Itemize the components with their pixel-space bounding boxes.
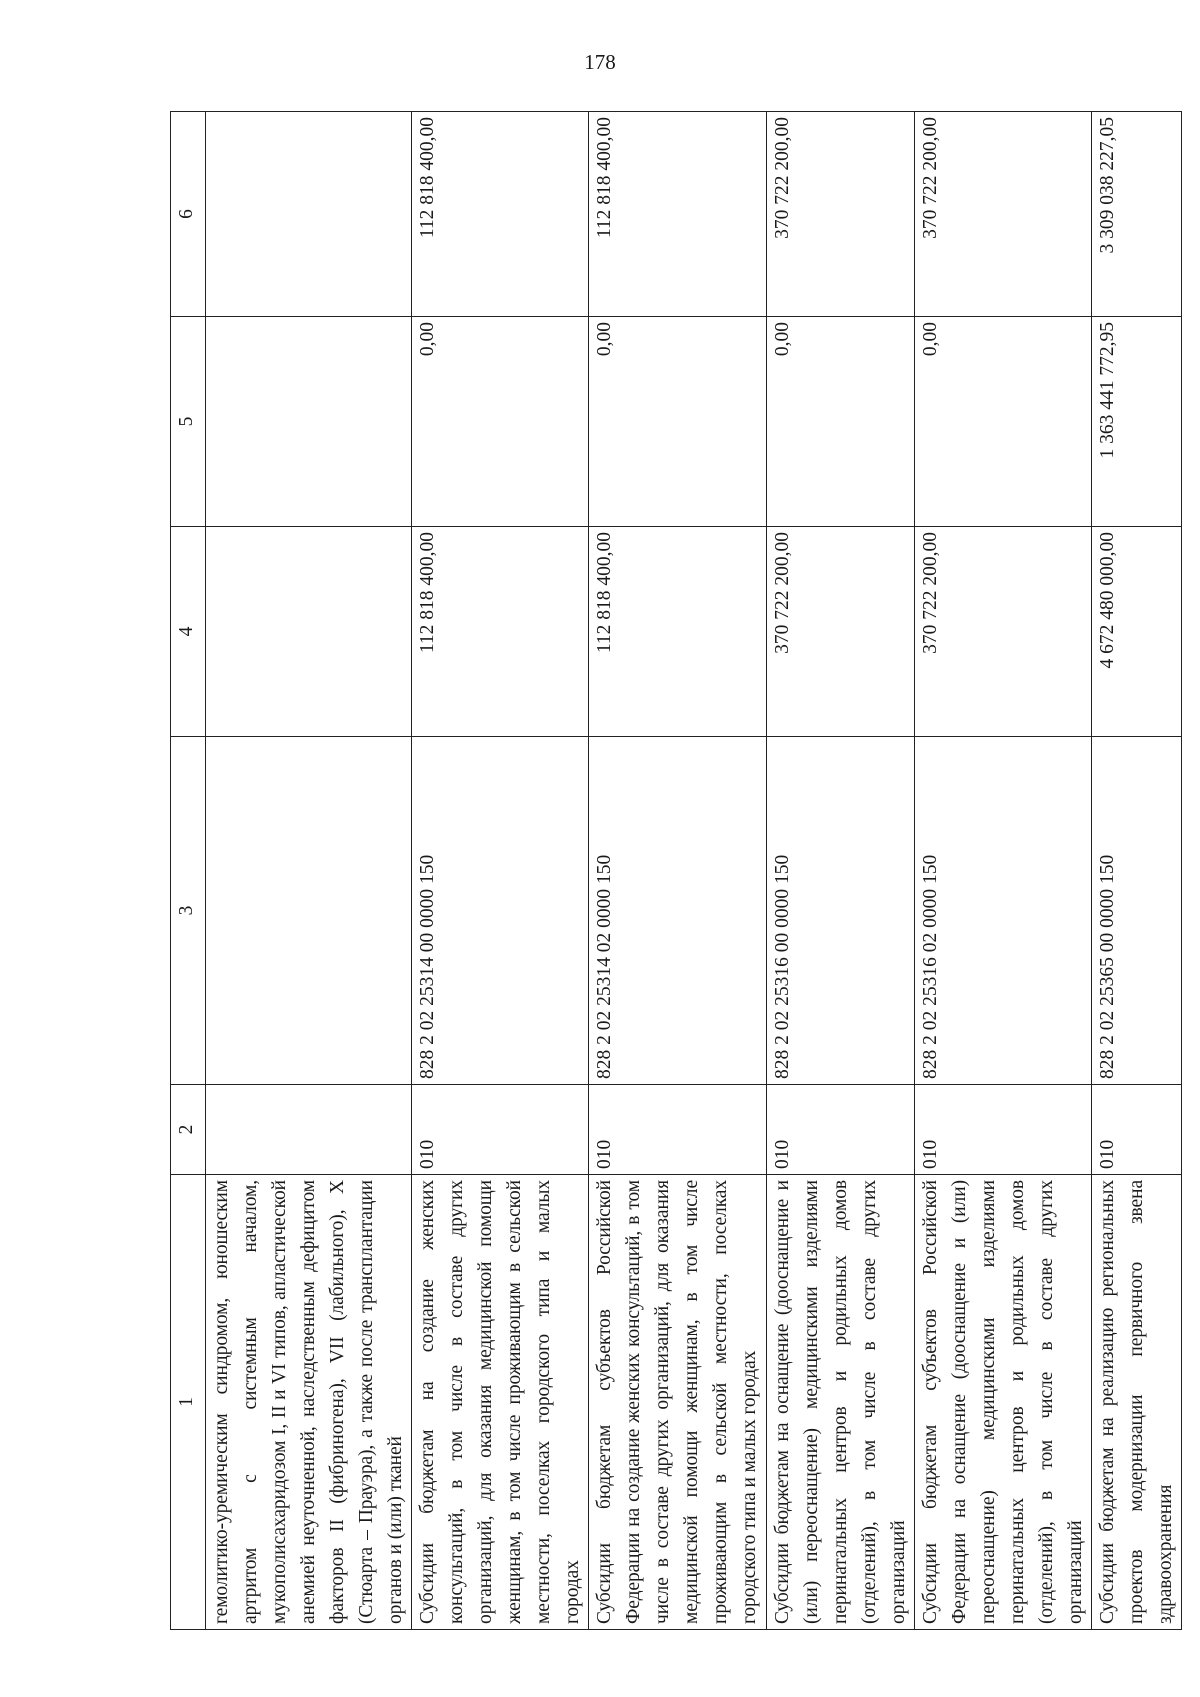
row-line-code	[206, 1085, 412, 1175]
row-amount-6: 112 818 400,00	[589, 112, 767, 317]
row-budget-code: 828 2 02 25316 02 0000 150	[915, 737, 1092, 1085]
row-description: Субсидии бюджетам субъектов Российской Федерации на оснащение (дооснащение и (или) переоснащение) медицинскими изделиями перинатальных центров и родильных домов (отделений), в том числе в составе других организаций	[915, 1175, 1092, 1630]
row-budget-code: 828 2 02 25314 02 0000 150	[589, 737, 767, 1085]
row-amount-5: 0,00	[412, 317, 589, 527]
row-amount-5: 0,00	[915, 317, 1092, 527]
row-budget-code: 828 2 02 25314 00 0000 150	[412, 737, 589, 1085]
row-amount-6: 112 818 400,00	[412, 112, 589, 317]
row-amount-5: 1 363 441 772,95	[1092, 317, 1182, 527]
row-amount-5	[206, 317, 412, 527]
row-amount-5: 0,00	[767, 317, 915, 527]
row-amount-total: 370 722 200,00	[915, 527, 1092, 737]
table-row	[412, 112, 589, 1630]
row-amount-total	[206, 527, 412, 737]
table-row	[915, 112, 1092, 1630]
column-header: 6	[171, 112, 206, 317]
row-line-code: 010	[767, 1085, 915, 1175]
row-amount-total: 112 818 400,00	[589, 527, 767, 737]
table-row	[767, 112, 915, 1630]
row-amount-6: 370 722 200,00	[915, 112, 1092, 317]
column-header: 2	[171, 1085, 206, 1175]
row-amount-total: 112 818 400,00	[412, 527, 589, 737]
row-amount-6: 3 309 038 227,05	[1092, 112, 1182, 317]
table-row	[589, 112, 767, 1630]
column-header: 1	[171, 1175, 206, 1630]
row-budget-code: 828 2 02 25365 00 0000 150	[1092, 737, 1182, 1085]
row-description: Субсидии бюджетам на оснащение (дооснащение и (или) переоснащение) медицинскими изделиями перинатальных центров и родильных домов (отделений), в том числе в составе других организаций	[767, 1175, 915, 1630]
row-budget-code: 828 2 02 25316 00 0000 150	[767, 737, 915, 1085]
row-budget-code	[206, 737, 412, 1085]
row-line-code: 010	[589, 1085, 767, 1175]
row-line-code: 010	[915, 1085, 1092, 1175]
row-description: Субсидии бюджетам на создание женских консультаций, в том числе в составе других организаций, для оказания медицинской помощи женщинам, в том числе проживающим в сельской местности, поселках городского типа и малых городах	[412, 1175, 589, 1630]
header-row	[171, 112, 206, 1630]
row-amount-total: 370 722 200,00	[767, 527, 915, 737]
column-header: 5	[171, 317, 206, 527]
budget-table	[170, 111, 1182, 1630]
rotated-table-container	[170, 112, 1176, 1630]
row-line-code: 010	[1092, 1085, 1182, 1175]
table-row	[1092, 112, 1182, 1630]
row-amount-total: 4 672 480 000,00	[1092, 527, 1182, 737]
table-row	[206, 112, 412, 1630]
row-amount-6	[206, 112, 412, 317]
row-line-code: 010	[412, 1085, 589, 1175]
row-amount-6: 370 722 200,00	[767, 112, 915, 317]
column-header: 3	[171, 737, 206, 1085]
row-amount-5: 0,00	[589, 317, 767, 527]
row-description: гемолитико-уремическим синдромом, юношеским артритом с системным началом, мукополисахаридозом I, II и VI типов, апластической анемией неуточненной, наследственным дефицитом факторов II (фибриногена), VII (лабильного), X (Стюарта – Прауэра), а также после трансплантации органов и (или) тканей	[206, 1175, 412, 1630]
page-number: 178	[584, 50, 616, 74]
row-description: Субсидии бюджетам на реализацию региональных проектов модернизации первичного звена здравоохранения	[1092, 1175, 1182, 1630]
rotated-table-wrapper	[170, 112, 1176, 1630]
column-header: 4	[171, 527, 206, 737]
row-description: Субсидии бюджетам субъектов Российской Федерации на создание женских консультаций, в том числе в составе других организаций, для оказания медицинской помощи женщинам, в том числе проживающим в сельской местности, поселках городского типа и малых городах	[589, 1175, 767, 1630]
